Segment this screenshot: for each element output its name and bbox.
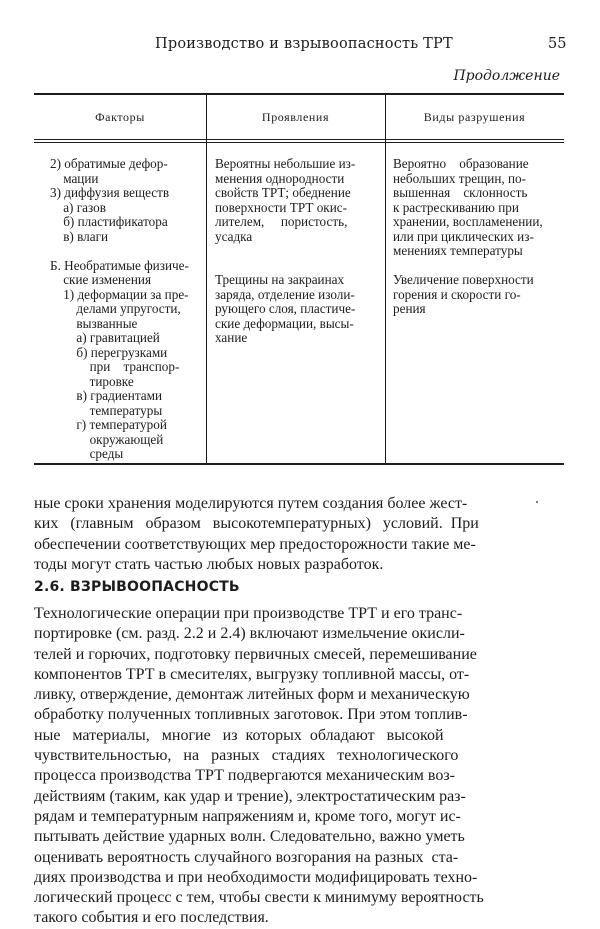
column-divider xyxy=(385,93,386,465)
damage-cell: Увеличение поверхности горения и скорости го- рения xyxy=(393,272,534,316)
table-header-rule xyxy=(34,139,564,140)
column-header-damage-types: Виды разрушения xyxy=(423,110,526,124)
print-speck xyxy=(536,501,538,503)
running-title: Производство и взрывоопасность ТРТ xyxy=(155,36,453,52)
column-divider xyxy=(206,93,207,465)
body-paragraph: ные сроки хранения моделируются путем создания более жест- ких (главным образом высокотемпературных) условий. При обеспечении соответствующих мер предосторожности такие ме- тоды могут стать частью любых новых разработок. xyxy=(34,495,479,573)
table-header-rule-double xyxy=(34,142,564,143)
running-head xyxy=(0,36,600,56)
manifestations-cell: Трещины на закраинах заряда, отделение изоли- рующего слоя, пластиче- ские деформации, высы- хание xyxy=(215,272,356,345)
damage-cell: Вероятно образование небольших трещин, по- вышенная склонность к растрескиванию при хранении, воспламенении, или при циклических из- менениях температуры xyxy=(393,156,543,258)
body-paragraph: Технологические операции при производстве ТРТ и его транс- портировке (см. разд. 2.2 и 2.4) включают измельчение окисли- телей и горючих, подготовку первичных смесей, перемешивание компонентов ТРТ в смесителях, выгрузку топливной массы, от- ливку, отверждение, демонтаж литейных форм и механическую обработку полученных топливных заготовок. При этом топлив- ные материалы, многие из которых обладают высокой чувствительностью, на разных стадиях технологического процесса производства ТРТ подвергаются механическим воз- действиям (таким, как удар и трение), электростатическим раз- рядам и температурным напряжениям и, кроме того, могут ис- пытывать действие ударных волн. Следовательно, важно уметь оценивать вероятность случайного возгорания на разных ста- диях производства и при необходимости модифицировать техно- логический процесс с тем, чтобы свести к минимуму вероятность такого события и его последствия. xyxy=(34,605,484,927)
column-header-manifestations: Проявления xyxy=(261,110,330,124)
manifestations-cell: Вероятны небольшие из- менения однородности свойств ТРТ; обеднение поверхности ТРТ окис- лителем, пористость, усадка xyxy=(215,156,356,244)
page-number: 55 xyxy=(548,36,567,52)
section-heading: 2.6. ВЗРЫВООПАСНОСТЬ xyxy=(34,579,240,595)
table-bottom-rule xyxy=(34,463,564,465)
table-top-rule xyxy=(34,93,564,95)
continuation-label: Продолжение xyxy=(453,68,560,84)
column-header-factors: Факторы xyxy=(95,110,145,124)
factors-cell: 2) обратимые дефор- мации 3) диффузия веществ а) газов б) пластификатора в) влаги Б. Необратимые физиче- ские изменения 1) деформации за пре- делами упругости, вызванные а) гравитацией б) перегрузками при транспор- тировке в) градиентами температуры г) температурой окружающей среды xyxy=(50,156,189,461)
factors-table xyxy=(34,93,564,465)
